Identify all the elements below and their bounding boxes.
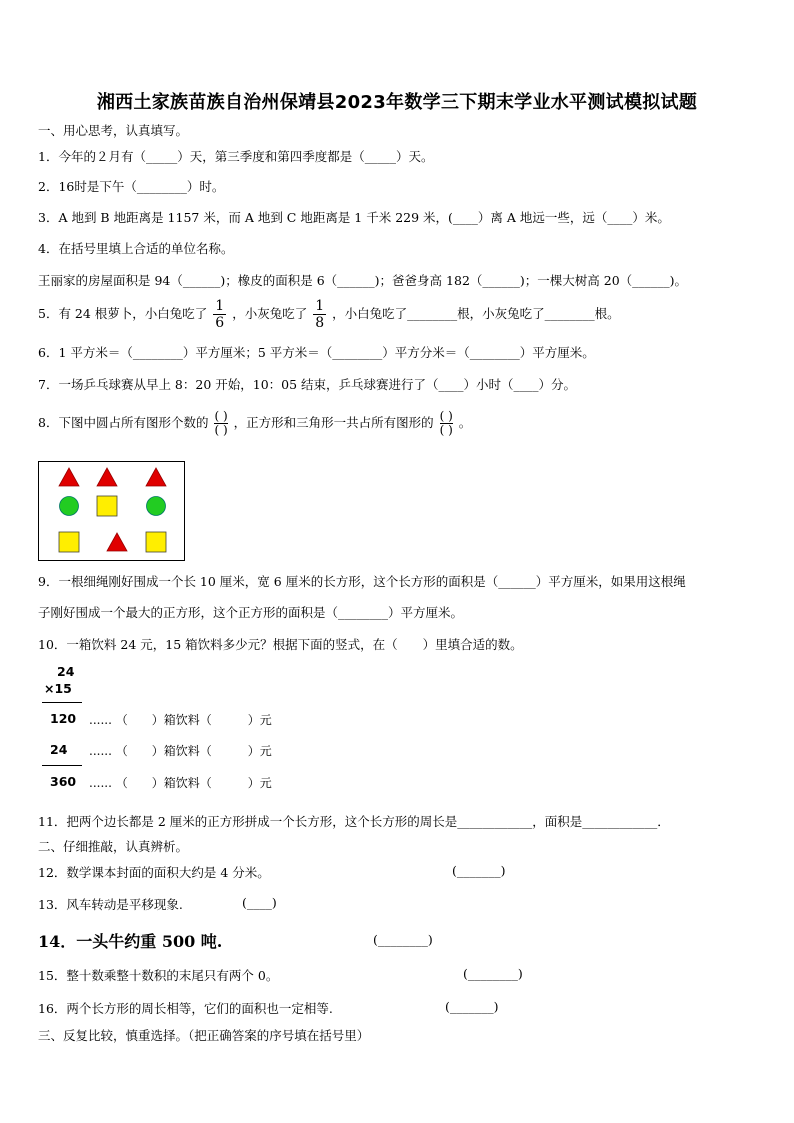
calc-line <box>42 765 82 766</box>
question-15-answer: (________) <box>463 966 523 981</box>
calc-row-3: 360 <box>50 774 77 789</box>
question-13: 13．风车转动是平移现象. <box>38 897 183 912</box>
section-heading-2: 二、仔细推敲，认真辨析。 <box>38 839 189 854</box>
calc-row-1-text: ...... （ ）箱饮料（ ）元 <box>89 713 272 727</box>
calc-line <box>42 702 82 703</box>
square-shape <box>59 532 79 552</box>
question-2: 2．16时是下午（________）时。 <box>38 179 225 194</box>
question-5-part-a: 5．有 24 根萝卜，小白兔吃了 <box>38 306 208 321</box>
question-8-part-b: ，正方形和三角形一共占所有图形的 <box>233 415 434 430</box>
triangle-shape <box>97 468 117 486</box>
fraction-blank-square-triangle: $\frac{( )}{( )}$ <box>439 409 453 437</box>
question-3: 3．A 地到 B 地距离是 1157 米，而 A 地到 C 地距离是 1 千米 229 米，(____）离 A 地远一些，远（____）米。 <box>38 210 670 225</box>
question-10: 10．一箱饮料 24 元，15 箱饮料多少元？根据下面的竖式，在（ ）里填合适的数。 <box>38 637 523 652</box>
question-12-answer: (_______) <box>452 863 506 878</box>
question-6: 6．1 平方米＝（________）平方厘米；5 平方米＝（________）平方分米＝（________）平方厘米。 <box>38 345 595 360</box>
section-heading-3: 三、反复比较，慎重选择。（把正确答案的序号填在括号里） <box>38 1028 370 1043</box>
circle-shape <box>60 497 79 516</box>
question-7: 7．一场乒乓球赛从早上 8：20 开始，10：05 结束，乒乓球赛进行了（____）小时（____）分。 <box>38 377 577 392</box>
fraction-one-sixth: $\frac{1}{6}$ <box>215 298 225 331</box>
calc-row-3-text: ...... （ ）箱饮料（ ）元 <box>89 776 272 790</box>
section-heading-1: 一、用心思考，认真填写。 <box>38 123 189 138</box>
question-12: 12．数学课本封面的面积大约是 4 分米。 <box>38 865 270 880</box>
question-5 <box>38 298 620 331</box>
triangle-shape <box>107 533 127 551</box>
question-8 <box>38 410 471 437</box>
question-8-part-a: 8．下图中圆占所有图形个数的 <box>38 415 209 430</box>
question-15: 15．整十数乘整十数积的末尾只有两个 0。 <box>38 968 279 983</box>
question-4-body: 王丽家的房屋面积是 94（______)；橡皮的面积是 6（______)；爸爸身高 182（______)；一棵大树高 20（______)。 <box>38 273 688 288</box>
question-14-answer: (________) <box>373 932 433 947</box>
square-shape <box>97 496 117 516</box>
question-16: 16．两个长方形的周长相等，它们的面积也一定相等. <box>38 1001 333 1016</box>
fraction-one-eighth: $\frac{1}{8}$ <box>315 298 325 331</box>
question-5-part-c: ，小白兔吃了________根，小灰兔吃了________根。 <box>332 306 620 321</box>
shapes-figure <box>38 461 185 561</box>
calc-multiplicand: 24 <box>57 664 75 679</box>
question-14: 14．一头牛约重 500 吨. <box>38 932 223 951</box>
question-11: 11．把两个边长都是 2 厘米的正方形拼成一个长方形，这个长方形的周长是____________，面积是____________． <box>38 814 670 829</box>
calc-row-2: 24 <box>50 742 68 757</box>
fraction-blank-circle: $\frac{( )}{( )}$ <box>214 409 228 437</box>
question-1: 1．今年的２月有（_____）天，第三季度和第四季度都是（_____）天。 <box>38 149 434 164</box>
triangle-shape <box>59 468 79 486</box>
question-13-answer: (____) <box>242 895 277 910</box>
calc-row-2-text: ...... （ ）箱饮料（ ）元 <box>89 744 272 758</box>
calc-multiplier: ×15 <box>44 681 72 696</box>
question-16-answer: (_______) <box>445 999 499 1014</box>
page-title: 湘西土家族苗族自治州保靖县2023年数学三下期末学业水平测试模拟试题 <box>96 92 698 113</box>
circle-shape <box>147 497 166 516</box>
question-9: 9．一根细绳刚好围成一个长 10 厘米，宽 6 厘米的长方形，这个长方形的面积是（______）平方厘米，如果用这根绳 <box>38 574 686 589</box>
question-9-cont: 子刚好围成一个最大的正方形，这个正方形的面积是（________）平方厘米。 <box>38 605 464 620</box>
question-8-part-c: 。 <box>458 415 472 430</box>
calc-row-1: 120 <box>50 711 77 726</box>
question-5-part-b: ，小灰兔吃了 <box>232 306 308 321</box>
square-shape <box>146 532 166 552</box>
question-4: 4．在括号里填上合适的单位名称。 <box>38 241 234 256</box>
triangle-shape <box>146 468 166 486</box>
